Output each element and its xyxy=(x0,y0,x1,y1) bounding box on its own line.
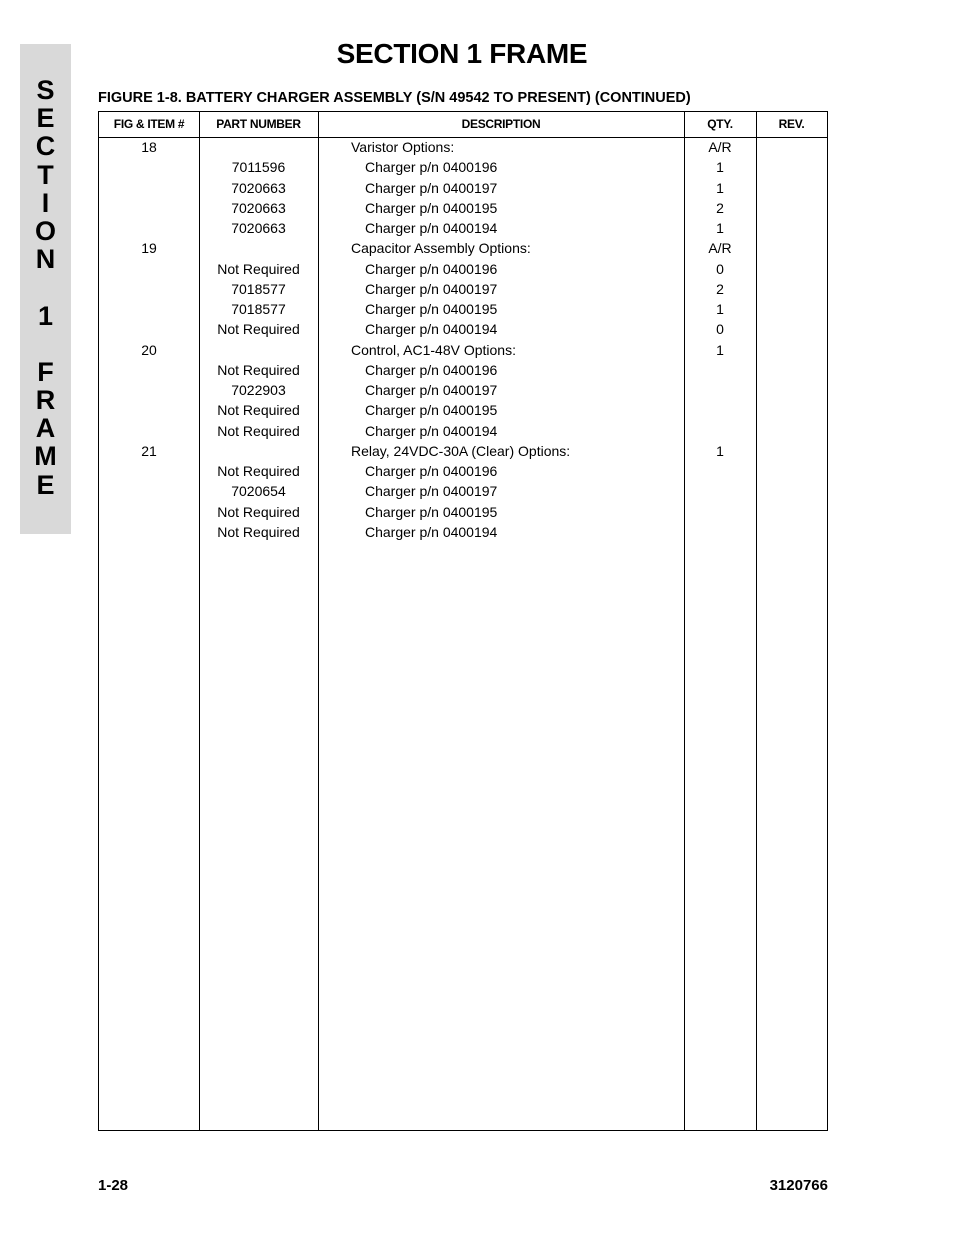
qty-cell: 1 xyxy=(716,179,724,196)
part-number-cell: 7020663 xyxy=(231,220,286,236)
description-cell: Charger p/n 0400194 xyxy=(365,220,498,236)
table-row xyxy=(99,522,827,542)
description-cell: Relay, 24VDC-30A (Clear) Options: xyxy=(351,442,571,459)
table-row xyxy=(99,259,827,279)
qty-cell: 0 xyxy=(716,321,724,338)
side-tab-letter: O xyxy=(34,215,56,246)
qty-cell: A/R xyxy=(708,240,732,257)
header-item: FIG & ITEM # xyxy=(113,117,185,131)
page-number: 1-28 xyxy=(98,1177,129,1194)
part-number-cell: 7020663 xyxy=(231,179,286,196)
section-side-tab xyxy=(20,44,71,534)
part-number-cell: 7018577 xyxy=(231,280,286,297)
side-tab-letter: 1 xyxy=(37,300,54,331)
part-number-cell: 7020654 xyxy=(231,483,286,500)
part-number-cell: Not Required xyxy=(217,402,300,419)
part-number-cell: Not Required xyxy=(217,260,300,277)
table-row xyxy=(99,299,827,319)
part-number-cell: Not Required xyxy=(217,503,300,520)
side-tab-letter: E xyxy=(36,469,55,500)
description-cell: Charger p/n 0400196 xyxy=(365,260,498,277)
qty-cell: 1 xyxy=(716,442,724,459)
table-row xyxy=(99,360,827,380)
table-row xyxy=(99,238,827,258)
side-tab-letter: T xyxy=(37,159,54,190)
side-tab-letter: I xyxy=(41,187,50,218)
description-cell: Charger p/n 0400197 xyxy=(365,179,498,196)
description-cell: Varistor Options: xyxy=(351,139,455,155)
item-number-cell: 19 xyxy=(141,240,157,257)
description-cell: Charger p/n 0400195 xyxy=(365,402,498,419)
part-number-cell: 7011596 xyxy=(231,159,286,176)
header-rev: REV. xyxy=(778,117,805,131)
description-cell: Control, AC1-48V Options: xyxy=(351,341,516,358)
part-number-cell: Not Required xyxy=(217,361,300,378)
table-row xyxy=(99,461,827,481)
description-cell: Charger p/n 0400196 xyxy=(365,159,498,176)
table-row xyxy=(99,137,827,157)
side-tab-letter: S xyxy=(36,75,55,105)
table-row xyxy=(99,178,827,198)
description-cell: Capacitor Assembly Options: xyxy=(351,240,531,257)
part-number-cell: 7022903 xyxy=(231,382,286,398)
description-cell: Charger p/n 0400196 xyxy=(365,361,498,378)
part-number-cell: Not Required xyxy=(217,523,300,540)
table-row xyxy=(99,380,827,400)
side-tab-letter: A xyxy=(35,413,56,444)
table-row xyxy=(99,157,827,177)
part-number-cell: 7020663 xyxy=(231,199,286,216)
description-cell: Charger p/n 0400197 xyxy=(365,483,498,500)
table-row xyxy=(99,218,827,238)
page-title: SECTION 1 FRAME xyxy=(336,38,588,69)
item-number-cell: 21 xyxy=(141,442,157,459)
item-number-cell: 18 xyxy=(141,139,157,155)
table-row xyxy=(99,340,827,360)
table-row xyxy=(99,441,827,461)
side-tab-letters xyxy=(20,76,71,499)
description-cell: Charger p/n 0400195 xyxy=(365,503,498,520)
header-description: DESCRIPTION xyxy=(461,117,541,131)
qty-cell: 2 xyxy=(716,199,724,216)
table-row xyxy=(99,198,827,218)
description-cell: Charger p/n 0400194 xyxy=(365,321,498,338)
side-tab-letter: F xyxy=(37,356,54,387)
parts-table xyxy=(98,111,828,1131)
qty-cell: A/R xyxy=(708,139,732,155)
description-cell: Charger p/n 0400195 xyxy=(365,301,498,317)
document-number: 3120766 xyxy=(769,1177,828,1194)
side-tab-letter: E xyxy=(36,103,55,134)
qty-cell: 1 xyxy=(716,220,724,236)
header-part-number: PART NUMBER xyxy=(216,117,301,131)
table-row xyxy=(99,319,827,339)
qty-cell: 1 xyxy=(716,341,724,358)
description-cell: Charger p/n 0400197 xyxy=(365,280,498,297)
side-tab-letter: R xyxy=(35,385,56,416)
description-cell: Charger p/n 0400194 xyxy=(365,523,498,540)
side-tab-letter: N xyxy=(35,244,56,275)
part-number-cell: Not Required xyxy=(217,463,300,479)
description-cell: Charger p/n 0400195 xyxy=(365,199,498,216)
qty-cell: 0 xyxy=(716,260,724,277)
part-number-cell: Not Required xyxy=(217,321,300,338)
part-number-cell: 7018577 xyxy=(231,301,286,317)
side-tab-letter: M xyxy=(34,441,57,472)
figure-title: FIGURE 1-8. BATTERY CHARGER ASSEMBLY (S/N 49542 TO PRESENT) (CONTINUED) xyxy=(98,90,691,106)
table-row xyxy=(99,400,827,420)
qty-cell: 1 xyxy=(716,301,724,317)
qty-cell: 2 xyxy=(716,280,724,297)
part-number-cell: Not Required xyxy=(217,422,300,439)
header-qty: QTY. xyxy=(707,117,733,131)
description-cell: Charger p/n 0400196 xyxy=(365,463,498,479)
item-number-cell: 20 xyxy=(141,341,157,358)
side-tab-letter: C xyxy=(35,131,56,162)
table-row xyxy=(99,421,827,441)
table-row xyxy=(99,279,827,299)
table-row xyxy=(99,502,827,522)
description-cell: Charger p/n 0400194 xyxy=(365,422,498,439)
table-row xyxy=(99,481,827,501)
qty-cell: 1 xyxy=(716,159,724,176)
description-cell: Charger p/n 0400197 xyxy=(365,382,498,398)
table-body xyxy=(99,137,827,542)
